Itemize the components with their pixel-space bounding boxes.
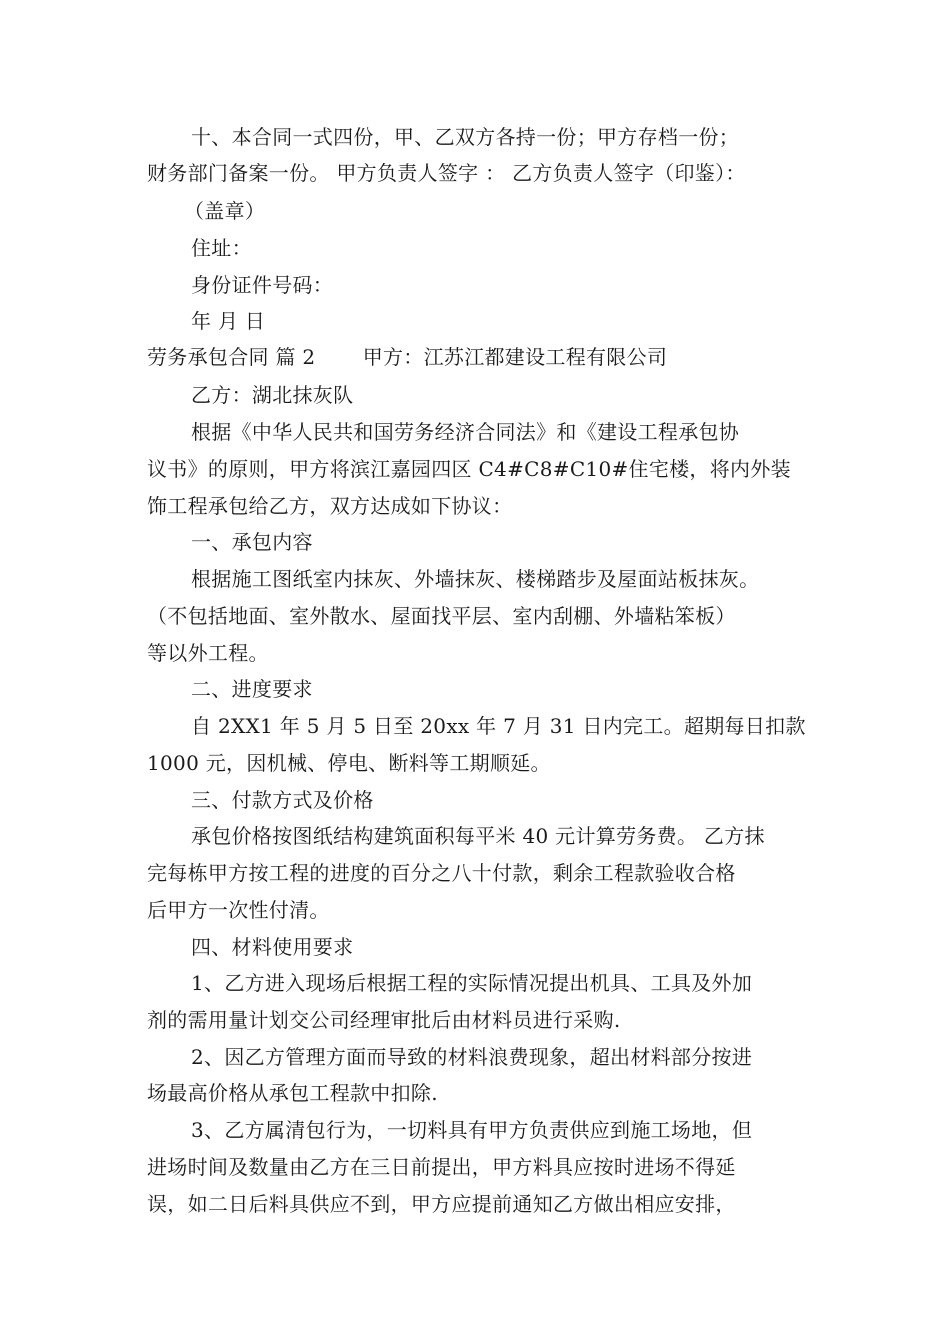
- contract-heading-party-a: 劳务承包合同 篇 2 甲方：江苏江都建设工程有限公司: [147, 345, 668, 369]
- section-one-line-1: 根据施工图纸室内抹灰、外墙抹灰、楼梯踏步及屋面站板抹灰。: [191, 567, 760, 591]
- intro-paragraph-line-1: 根据《中华人民共和国劳务经济合同法》和《建设工程承包协: [191, 420, 740, 444]
- section-four-item-2-line-2: 场最高价格从承包工程款中扣除.: [147, 1081, 438, 1105]
- id-number-line: 身份证件号码：: [191, 273, 334, 297]
- section-two-line-2: 1000 元，因机械、停电、断料等工期顺延。: [147, 751, 551, 775]
- section-one-line-3: 等以外工程。: [147, 641, 269, 665]
- section-four-item-3-line-2: 进场时间及数量由乙方在三日前提出，甲方料具应按时进场不得延: [147, 1155, 736, 1179]
- intro-paragraph-line-3: 饰工程承包给乙方，双方达成如下协议：: [147, 494, 513, 518]
- section-three-line-2: 完每栋甲方按工程的进度的百分之八十付款，剩余工程款验收合格: [147, 861, 736, 885]
- section-two-line-1: 自 2XX1 年 5 月 5 日至 20xx 年 7 月 31 日内完工。超期每日扣款: [191, 714, 806, 738]
- signature-line: 财务部门备案一份。 甲方负责人签字 ： 乙方负责人签字（印鉴）：: [147, 161, 746, 185]
- section-three-line-3: 后甲方一次性付清。: [147, 898, 330, 922]
- section-three-line-1: 承包价格按图纸结构建筑面积每平米 40 元计算劳务费。 乙方抹: [191, 824, 765, 848]
- section-four-heading: 四、材料使用要求: [191, 935, 354, 959]
- section-three-heading: 三、付款方式及价格: [191, 788, 374, 812]
- section-two-heading: 二、进度要求: [191, 677, 313, 701]
- section-one-line-2: （不包括地面、室外散水、屋面找平层、室内刮棚、外墙粘笨板）: [147, 604, 736, 628]
- clause-ten-line: 十、本合同一式四份，甲、乙双方各持一份；甲方存档一份；: [191, 125, 740, 149]
- section-four-item-3-line-3: 误，如二日后料具供应不到，甲方应提前通知乙方做出相应安排，: [147, 1192, 736, 1216]
- section-four-item-2-line-1: 2、因乙方管理方面而导致的材料浪费现象，超出材料部分按进: [191, 1045, 753, 1069]
- section-four-item-1-line-1: 1、乙方进入现场后根据工程的实际情况提出机具、工具及外加: [191, 971, 753, 995]
- section-one-heading: 一、承包内容: [191, 530, 313, 554]
- address-line: 住址：: [191, 236, 252, 260]
- section-four-item-1-line-2: 剂的需用量计划交公司经理审批后由材料员进行采购.: [147, 1008, 621, 1032]
- date-line: 年 月 日: [191, 309, 266, 333]
- intro-paragraph-line-2: 议书》的原则，甲方将滨江嘉园四区 C4#C8#C10#住宅楼，将内外装: [147, 457, 791, 481]
- party-b-line: 乙方：湖北抹灰队: [191, 383, 354, 407]
- section-four-item-3-line-1: 3、乙方属清包行为，一切料具有甲方负责供应到施工场地，但: [191, 1118, 753, 1142]
- seal-line: （盖章）: [184, 199, 266, 223]
